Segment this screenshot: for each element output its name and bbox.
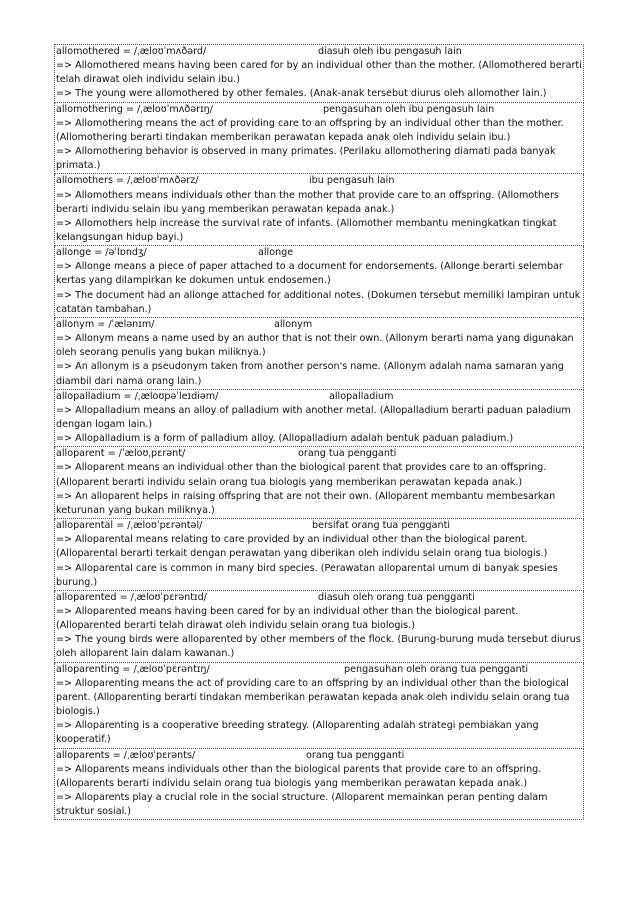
example-definition: => Allonge means a piece of paper attached to a document for endorsements. (Allonge berarti selembar kertas yang dilampirkan ke dokumen untuk endosemen.) [56, 261, 563, 287]
headword: allomothered = /ˌæloʊˈmʌðərd/ [56, 46, 207, 57]
translation: bersifat orang tua pengganti [312, 520, 450, 532]
example-usage: => An alloparent helps in raising offspring that are not their own. (Alloparent membantu membesarkan keturunan yang bukan miliknya.) [56, 490, 556, 516]
headword: allonge = /əˈlɒndʒ/ [56, 247, 147, 259]
example-definition: => Allopalladium means an alloy of palladium with another metal. (Allopalladium berarti paduan paladium dengan logam lain.) [56, 404, 571, 430]
example-usage: => The young were allomothered by other females. (Anak-anak tersebut diurus oleh allomother lain.) [56, 88, 547, 100]
headword: allomothering = /ˌæloʊˈmʌðərɪŋ/ [56, 103, 213, 115]
translation: ibu pengasuh lain [309, 175, 395, 187]
entry-alloparental [54, 519, 584, 591]
headword: allopalladium = /ˌæloʊpəˈleɪdiəm/ [56, 390, 219, 402]
translation: allonym [274, 318, 313, 330]
entry-alloparent [54, 447, 584, 519]
entry-allonge [54, 246, 584, 318]
entry-head [56, 749, 582, 763]
example-usage: => The document had an allonge attached for additional notes. (Dokumen tersebut memiliki lampiran untuk catatan tambahan.) [56, 289, 581, 315]
translation: pengasuhan oleh ibu pengasuh lain [323, 103, 495, 115]
translation: diasuh oleh orang tua pengganti [318, 591, 475, 603]
example-usage: => Alloparenting is a cooperative breeding strategy. (Alloparenting adalah strategi pembiakan yang kooperatif.) [56, 720, 539, 746]
headword: allomothers = /ˌæloʊˈmʌðərz/ [56, 175, 199, 187]
entry-allopalladium [54, 390, 584, 448]
example-definition: => Alloparents means individuals other than the biological parents that provide care to an offspring. (Alloparents berarti individu selain orang tua biologis yang memberikan perawatan kepada anak.) [56, 763, 542, 789]
entry-allomothers [54, 174, 584, 246]
headword: allonym = /ˈælənɪm/ [56, 318, 155, 330]
headword: alloparent = /ˈæloʊˌpɛrənt/ [56, 448, 186, 460]
headword: alloparents = /ˌæloʊˈpɛrənts/ [56, 749, 196, 761]
example-usage: => The young birds were alloparented by other members of the flock. (Burung-burung muda tersebut diurus oleh alloparent lain dalam kawanan.) [56, 634, 581, 660]
translation: allonge [258, 247, 294, 259]
example-usage: => An allonym is a pseudonym taken from another person's name. (Allonym adalah nama samaran yang diambil dari nama orang lain.) [56, 361, 564, 387]
example-usage: => Alloparents play a crucial role in the social structure. (Alloparent memainkan peran penting dalam struktur sosial.) [56, 791, 548, 818]
dictionary-page [54, 44, 584, 820]
entry-head [56, 246, 582, 260]
translation: pengasuhan oleh orang tua pengganti [344, 663, 529, 675]
entry-head [56, 591, 582, 605]
translation: diasuh oleh ibu pengasuh lain [318, 46, 462, 57]
entry-alloparents [54, 749, 584, 821]
example-definition: => Allomothered means having been cared for by an individual other than the mother. (Allomothered berarti telah dirawat oleh individu selain ibu.) [56, 60, 582, 86]
entry-head [56, 663, 582, 677]
entry-allomothering [54, 103, 584, 175]
translation: allopalladium [329, 390, 394, 402]
entry-head [56, 174, 582, 188]
entry-head [56, 103, 582, 117]
example-definition: => Allomothers means individuals other than the mother that provide care to an offspring. (Allomothers berarti individu selain ibu yang memberikan perawatan kepada anak.) [56, 189, 559, 215]
entry-head [56, 447, 582, 461]
entry-head [56, 45, 582, 59]
entry-alloparenting [54, 663, 584, 749]
example-usage: => Alloparental care is common in many bird species. (Perawatan alloparental umum di banyak spesies burung.) [56, 562, 558, 588]
example-definition: => Allonym means a name used by an author that is not their own. (Allonym berarti nama yang digunakan oleh seorang penulis yang bukan miliknya.) [56, 333, 574, 359]
entry-head [56, 390, 582, 404]
entry-allomothered [54, 44, 584, 103]
entry-head [56, 519, 582, 533]
example-usage: => Allopalladium is a form of palladium alloy. (Allopalladium adalah bentuk paduan paladium.) [56, 433, 514, 445]
entry-head [56, 318, 582, 332]
headword: alloparented = /ˌæloʊˈpɛrəntɪd/ [56, 591, 207, 603]
example-usage: => Allomothering behavior is observed in many primates. (Perilaku allomothering diamati pada banyak primata.) [56, 146, 556, 172]
entry-alloparented [54, 591, 584, 663]
headword: alloparenting = /ˌæloʊˈpɛrəntɪŋ/ [56, 663, 210, 675]
translation: orang tua pengganti [298, 448, 397, 460]
example-definition: => Allomothering means the act of providing care to an offspring by an individual other than the mother. (Allomothering berarti tindakan memberikan perawatan kepada anak oleh individu selain ibu.) [56, 117, 564, 143]
translation: orang tua pengganti [306, 749, 405, 761]
example-definition: => Alloparented means having been cared for by an individual other than the biological parent. (Alloparented berarti telah dirawat oleh individu selain orang tua biologis.) [56, 605, 519, 632]
example-definition: => Alloparenting means the act of providing care to an offspring by an individual other than the biological parent. (Alloparenting berarti tindakan memberikan perawatan kepada anak oleh individu selain orang tua biologis.) [56, 677, 570, 718]
entry-allonym [54, 318, 584, 390]
example-usage: => Allomothers help increase the survival rate of infants. (Allomother membantu meningkatkan tingkat kelangsungan hidup bayi.) [56, 217, 557, 243]
example-definition: => Alloparent means an individual other than the biological parent that provides care to an offspring. (Alloparent berarti individu selain orang tua biologis yang memberikan perawatan kepada anak.) [56, 462, 547, 488]
headword: alloparental = /ˌæloʊˈpɛrəntəl/ [56, 520, 203, 532]
example-definition: => Alloparental means relating to care provided by an individual other than the biological parent. (Alloparental berarti terkait dengan perawatan yang diberikan oleh individu selain orang tua biologis.) [56, 534, 548, 560]
